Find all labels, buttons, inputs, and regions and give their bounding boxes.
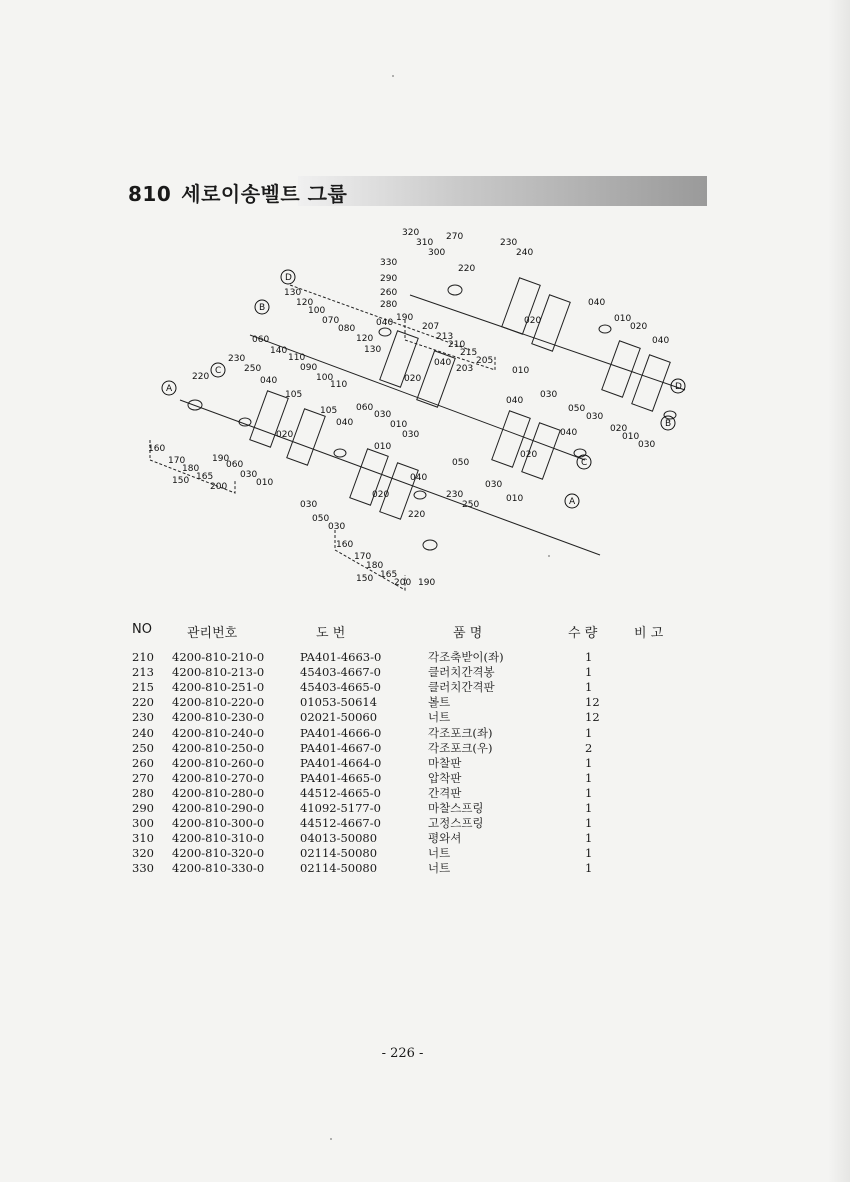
cell-mgmt: 4200-810-250-0 [172, 740, 265, 755]
cell-name: 압착판 [428, 770, 462, 785]
callout-letter: D [675, 382, 682, 392]
cell-mgmt: 4200-810-330-0 [172, 861, 265, 876]
cell-name: 너트 [428, 710, 451, 725]
label-160-left: 160 [148, 444, 166, 454]
cell-mgmt: 4200-810-220-0 [172, 695, 265, 710]
circle-label-b-right [661, 416, 675, 430]
label-160-low: 160 [336, 540, 354, 550]
cell-qty: 1 [585, 680, 593, 695]
cell-no: 250 [132, 740, 154, 755]
label-030-low: 030 [300, 500, 318, 510]
cell-name: 마찰스프링 [428, 801, 484, 815]
circle-label-a-right [565, 494, 579, 508]
cell-mgmt: 4200-810-230-0 [172, 710, 265, 725]
table-row [0, 756, 850, 771]
table-row [0, 695, 850, 710]
label-060-mid: 060 [356, 403, 374, 413]
cell-name: 각조포크(좌) [428, 725, 493, 740]
label-020-up2: 020 [630, 322, 648, 332]
cell-name: 간격판 [428, 785, 462, 800]
label-040-right: 040 [560, 428, 578, 438]
table-row [0, 861, 850, 876]
label-150-low: 150 [356, 574, 374, 584]
label-105: 105 [285, 390, 303, 400]
label-020-up: 020 [524, 316, 542, 326]
label-020-mid: 020 [404, 374, 422, 384]
cell-qty: 1 [585, 861, 593, 876]
cell-mgmt: 4200-810-251-0 [172, 680, 265, 695]
label-010-low: 010 [374, 442, 392, 452]
label-090: 090 [300, 363, 318, 373]
cell-qty: 1 [585, 831, 593, 846]
cell-drawing: 04013-50080 [300, 831, 378, 846]
label-060-left: 060 [226, 460, 244, 470]
cell-no: 270 [132, 770, 154, 785]
circle-label-a-left [162, 381, 176, 395]
table-row [0, 665, 850, 680]
cell-qty: 1 [585, 770, 593, 785]
section-header [128, 176, 707, 206]
cell-name: 클러치간격봉 [428, 665, 495, 680]
label-030-low2: 030 [328, 522, 346, 532]
header-quantity: 수 량 [568, 626, 598, 641]
cell-no: 240 [132, 725, 154, 740]
label-040-left: 040 [260, 376, 278, 386]
label-105b: 105 [320, 406, 338, 416]
cell-mgmt: 4200-810-213-0 [172, 665, 265, 680]
table-row [0, 710, 850, 725]
label-050-up: 050 [568, 404, 586, 414]
cell-no: 300 [132, 816, 154, 831]
label-260: 260 [380, 288, 398, 298]
label-220-left: 220 [192, 372, 210, 382]
label-215: 215 [460, 348, 478, 358]
label-170-low: 170 [354, 552, 372, 562]
label-040-mid: 040 [336, 418, 354, 428]
label-030-mid: 030 [374, 410, 392, 420]
label-030-right: 030 [638, 440, 656, 450]
cell-drawing: 02021-50060 [300, 710, 378, 725]
label-310: 310 [416, 238, 434, 248]
cell-qty: 1 [585, 725, 593, 740]
label-040-top: 040 [376, 318, 394, 328]
cell-drawing: 44512-4665-0 [300, 785, 381, 800]
cell-no: 210 [132, 650, 154, 664]
cell-no: 280 [132, 785, 154, 800]
table-row [0, 650, 850, 665]
cell-no: 220 [132, 695, 154, 710]
cell-qty: 2 [585, 740, 593, 755]
table-row [0, 801, 850, 816]
scan-speck [330, 1138, 332, 1140]
cell-no: 320 [132, 846, 154, 861]
table-row [0, 680, 850, 695]
label-230: 230 [500, 238, 518, 248]
cell-name: 고정스프링 [428, 816, 484, 831]
label-130: 130 [284, 288, 302, 298]
label-040-up2: 040 [652, 336, 670, 346]
cell-mgmt: 4200-810-280-0 [172, 785, 265, 800]
label-020-low: 020 [372, 490, 390, 500]
table-row [0, 816, 850, 831]
circle-label-b-left [255, 300, 269, 314]
label-010-up2: 010 [614, 314, 632, 324]
label-030-mid3: 030 [485, 480, 503, 490]
label-060: 060 [252, 335, 270, 345]
label-040-up: 040 [588, 298, 606, 308]
label-290: 290 [380, 274, 398, 284]
table-row [0, 726, 850, 741]
cell-mgmt: 4200-810-260-0 [172, 755, 265, 770]
label-080: 080 [338, 324, 356, 334]
label-320: 320 [402, 228, 420, 238]
label-300: 300 [428, 248, 446, 258]
cell-no: 260 [132, 755, 154, 770]
circle-label-c-right [577, 455, 591, 469]
label-165-low: 165 [380, 570, 398, 580]
label-190-left: 190 [212, 454, 230, 464]
cell-mgmt: 4200-810-300-0 [172, 816, 265, 831]
cell-qty: 1 [585, 801, 593, 815]
section-name: 세로이송벨트 그룹 [181, 182, 348, 206]
label-110: 110 [288, 353, 306, 363]
cell-name: 각조축받이(좌) [428, 650, 504, 664]
cell-drawing: PA401-4664-0 [300, 755, 382, 770]
cell-no: 215 [132, 680, 154, 695]
label-207: 207 [422, 322, 440, 332]
label-250-left: 250 [244, 364, 262, 374]
cell-mgmt: 4200-810-270-0 [172, 770, 265, 785]
cell-drawing: PA401-4666-0 [300, 725, 382, 740]
cell-no: 330 [132, 861, 154, 876]
cell-name: 평와셔 [428, 831, 462, 846]
label-030-up: 030 [540, 390, 558, 400]
label-190-low: 190 [418, 578, 436, 588]
label-010-mid: 010 [390, 420, 408, 430]
page-number: - 226 - [381, 1046, 424, 1061]
cell-no: 213 [132, 665, 154, 680]
label-030-up2: 030 [586, 412, 604, 422]
table-row [0, 771, 850, 786]
label-230-left: 230 [228, 354, 246, 364]
header-no: NO [132, 622, 152, 637]
cell-mgmt: 4200-810-210-0 [172, 650, 265, 664]
label-280: 280 [380, 300, 398, 310]
label-213: 213 [436, 332, 454, 342]
cell-drawing: PA401-4665-0 [300, 770, 382, 785]
label-180-left: 180 [182, 464, 200, 474]
label-040-mid3: 040 [506, 396, 524, 406]
label-010-left: 010 [256, 478, 274, 488]
label-200-left: 200 [210, 482, 228, 492]
header-mgmt-number: 관리번호 [187, 626, 238, 641]
header-remarks: 비 고 [634, 626, 664, 641]
label-150-left: 150 [172, 476, 190, 486]
page-edge-shadow [828, 0, 850, 1182]
label-220: 220 [458, 264, 476, 274]
cell-name: 각조포크(우) [428, 740, 493, 755]
label-270: 270 [446, 232, 464, 242]
label-020-left: 020 [276, 430, 294, 440]
cell-qty: 12 [585, 695, 600, 710]
label-010-right: 010 [622, 432, 640, 442]
cell-mgmt: 4200-810-290-0 [172, 801, 265, 815]
cell-mgmt: 4200-810-310-0 [172, 831, 265, 846]
label-170-left: 170 [168, 456, 186, 466]
label-203: 203 [456, 364, 474, 374]
section-title [128, 178, 347, 207]
label-220-low: 220 [408, 510, 426, 520]
label-130b: 130 [364, 345, 382, 355]
cell-drawing: PA401-4663-0 [300, 650, 382, 664]
cell-name: 볼트 [428, 695, 451, 710]
table-row [0, 831, 850, 846]
callout-letter: C [215, 366, 222, 376]
cell-qty: 1 [585, 816, 593, 831]
label-240: 240 [516, 248, 534, 258]
label-100b: 100 [316, 373, 334, 383]
label-120: 120 [296, 298, 314, 308]
label-100: 100 [308, 306, 326, 316]
label-030-mid2: 030 [402, 430, 420, 440]
label-010-up: 010 [512, 366, 530, 376]
cell-name: 클러치간격판 [428, 680, 495, 695]
label-200-low: 200 [394, 578, 412, 588]
callout-letter: C [581, 458, 588, 468]
cell-qty: 1 [585, 755, 593, 770]
callout-letter: A [166, 384, 173, 394]
cell-no: 290 [132, 801, 154, 815]
cell-qty: 1 [585, 785, 593, 800]
callout-letter: A [569, 497, 576, 507]
cell-name: 너트 [428, 861, 451, 876]
header-drawing-number: 도 번 [316, 626, 346, 641]
table-row [0, 846, 850, 861]
cell-qty: 1 [585, 665, 593, 680]
label-140: 140 [270, 346, 288, 356]
cell-no: 310 [132, 831, 154, 846]
section-number: 810 [128, 182, 172, 206]
circle-label-d-left [281, 270, 295, 284]
label-180-low: 180 [366, 561, 384, 571]
exploded-parts-diagram [140, 225, 710, 595]
cell-qty: 1 [585, 846, 593, 861]
label-020-right: 020 [610, 424, 628, 434]
callout-letter: B [665, 419, 672, 429]
cell-qty: 12 [585, 710, 600, 725]
label-040-mid2: 040 [434, 358, 452, 368]
callout-letter: D [285, 273, 292, 283]
cell-drawing: PA401-4667-0 [300, 740, 382, 755]
cell-drawing: 41092-5177-0 [300, 801, 381, 815]
label-050-low: 050 [312, 514, 330, 524]
label-165-left: 165 [196, 472, 214, 482]
header-gradient-band [298, 176, 707, 206]
cell-name: 너트 [428, 846, 451, 861]
label-070: 070 [322, 316, 340, 326]
header-part-name: 품 명 [453, 626, 483, 641]
cell-drawing: 02114-50080 [300, 861, 378, 876]
label-250-low: 250 [462, 500, 480, 510]
cell-mgmt: 4200-810-240-0 [172, 725, 265, 740]
label-050-mid: 050 [452, 458, 470, 468]
label-210: 210 [448, 340, 466, 350]
label-030-left: 030 [240, 470, 258, 480]
cell-mgmt: 4200-810-320-0 [172, 846, 265, 861]
label-190: 190 [396, 313, 414, 323]
label-330: 330 [380, 258, 398, 268]
cell-drawing: 44512-4667-0 [300, 816, 381, 831]
label-040-low: 040 [410, 473, 428, 483]
label-110b: 110 [330, 380, 348, 390]
table-row [0, 786, 850, 801]
scan-speck [548, 555, 550, 557]
label-205: 205 [476, 356, 494, 366]
cell-name: 마찰판 [428, 755, 462, 770]
upper-roller-group [502, 278, 670, 411]
cell-drawing: 01053-50614 [300, 695, 378, 710]
cell-drawing: 45403-4667-0 [300, 665, 381, 680]
scan-speck [392, 75, 394, 77]
label-120b: 120 [356, 334, 374, 344]
cell-no: 230 [132, 710, 154, 725]
label-020-mid2: 020 [520, 450, 538, 460]
cell-drawing: 02114-50080 [300, 846, 378, 861]
table-header [0, 622, 850, 642]
cell-qty: 1 [585, 650, 593, 664]
label-230-low: 230 [446, 490, 464, 500]
circle-label-c-left [211, 363, 225, 377]
label-010-mid2: 010 [506, 494, 524, 504]
cell-drawing: 45403-4665-0 [300, 680, 381, 695]
table-row [0, 741, 850, 756]
callout-letter: B [259, 303, 266, 313]
